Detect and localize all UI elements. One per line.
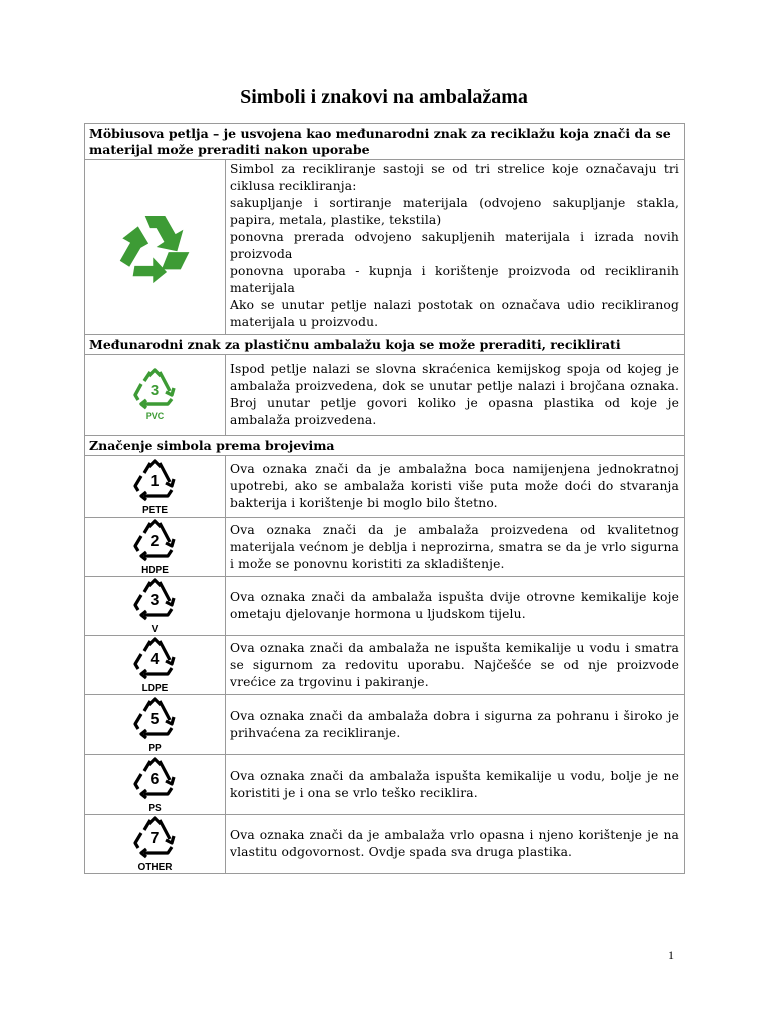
page-number: 1	[668, 948, 674, 962]
pvc-icon-number: 3	[150, 382, 160, 399]
resin-code-number: 7	[150, 830, 160, 847]
resin-code-label: V	[151, 624, 159, 635]
resin-code-number: 3	[150, 592, 160, 609]
resin-code-row	[85, 815, 685, 874]
resin-code-description: Ova oznaka znači da ambalaža ne ispušta kemikalije u vodu i smatra se sigurnom za redovitu uporabu. Najčešće se od nje proizvode vrećice za trgovinu i pakiranje.	[226, 636, 685, 695]
resin-code-icon	[130, 458, 180, 516]
resin-code-label: LDPE	[141, 683, 169, 694]
resin-code-icon-cell	[85, 815, 226, 874]
mobius-description	[226, 160, 685, 335]
resin-code-number: 1	[150, 472, 160, 490]
resin-code-row	[85, 456, 685, 518]
resin-code-label: HDPE	[141, 565, 169, 576]
resin-code-label: OTHER	[137, 862, 173, 873]
numbers-header: Značenje simbola prema brojevima	[85, 436, 685, 456]
pvc-description: Ispod petlje nalazi se slovna skraćenica kemijskog spoja od kojeg je ambalaža proizvedena, dok se unutar petlje nalazi i brojčana oznaka. Broj unutar petlje govori koliko je opasna plastika od koje je ambalaža proizvedena.	[226, 355, 685, 436]
mobius-header: Möbiusova petlja – je usvojena kao međunarodni znak za reciklažu koja znači da se materijal može preraditi nakon uporabe	[85, 124, 685, 160]
page-title: Simboli i znakovi na ambalažama	[240, 86, 528, 108]
resin-code-icon-cell	[85, 577, 226, 636]
resin-code-description: Ova oznaka znači da je ambalažna boca namijenjena jednokratnoj upotrebi, ako se ambalaža koristi više puta može doći do stvaranja bakterija i korištenje bi moglo bilo štetno.	[226, 456, 685, 518]
resin-code-row	[85, 577, 685, 636]
resin-code-row	[85, 636, 685, 695]
resin-code-label: PP	[148, 742, 162, 754]
resin-code-number: 6	[150, 770, 160, 788]
mobius-paragraph: Simbol za recikliranje sastoji se od tri strelice koje označavaju tri ciklusa recikliranja:	[230, 162, 680, 193]
resin-code-row	[85, 755, 685, 815]
resin-code-row	[85, 518, 685, 577]
pvc-icon-cell	[85, 355, 226, 436]
recycle-icon-cell	[85, 160, 226, 335]
resin-code-icon-cell	[85, 518, 226, 577]
resin-code-description: Ova oznaka znači da je ambalaža proizvedena od kvalitetnog materijala većnom je deblja i neprozirna, smatra se da je vrlo sigurna i može se ponovnu koristiti za skladištenje.	[226, 518, 685, 577]
symbols-table	[84, 123, 685, 874]
plastic-sign-header: Međunarodni znak za plastičnu ambalažu koja se može preraditi, reciklirati	[85, 335, 685, 355]
mobius-paragraph: sakupljanje i sortiranje materijala (odvojeno sakupljanje stakla, papira, metala, plastike, tekstila)	[230, 196, 680, 227]
resin-code-icon-cell	[85, 695, 226, 755]
resin-code-number: 2	[150, 533, 160, 550]
resin-code-icon	[130, 577, 180, 635]
resin-code-icon-cell	[85, 755, 226, 815]
resin-code-description: Ova oznaka znači da ambalaža dobra i sigurna za pohranu i široko je prihvaćena za recikliranje.	[226, 695, 685, 755]
resin-code-description: Ova oznaka znači da ambalaža ispušta dvije otrovne kemikalije koje ometaju djelovanje hormona u ljudskom tijelu.	[226, 577, 685, 636]
resin-code-icon-cell	[85, 456, 226, 518]
resin-code-icon	[130, 696, 180, 754]
resin-code-label: PETE	[141, 504, 169, 516]
pvc-icon-label: PVC	[145, 411, 165, 421]
resin-code-number: 4	[150, 651, 160, 668]
mobius-paragraph: Ako se unutar petlje nalazi postotak on označava udio recikliranog materijala u proizvodu.	[230, 298, 680, 329]
resin-code-description: Ova oznaka znači da ambalaža ispušta kemikalije u vodu, bolje je ne koristiti je i ona se vrlo teško reciklira.	[226, 755, 685, 815]
pvc-recycle-icon	[130, 367, 180, 423]
mobius-paragraph: ponovna prerada odvojeno sakupljenih materijala i izrada novih proizvoda	[230, 230, 680, 261]
resin-code-number: 5	[150, 710, 160, 728]
resin-code-icon	[130, 815, 180, 873]
resin-code-icon	[130, 636, 180, 694]
resin-code-icon	[130, 756, 180, 814]
resin-code-description: Ova oznaka znači da je ambalaža vrlo opasna i njeno korištenje je na vlastitu odgovornost. Ovdje spada sva druga plastika.	[226, 815, 685, 874]
resin-code-icon	[130, 518, 180, 576]
resin-code-row	[85, 695, 685, 755]
resin-code-icon-cell	[85, 636, 226, 695]
mobius-paragraph: ponovna uporaba - kupnja i korištenje proizvoda od recikliranih materijala	[230, 264, 680, 295]
resin-code-label: PS	[148, 802, 162, 814]
recycle-icon	[110, 204, 200, 290]
